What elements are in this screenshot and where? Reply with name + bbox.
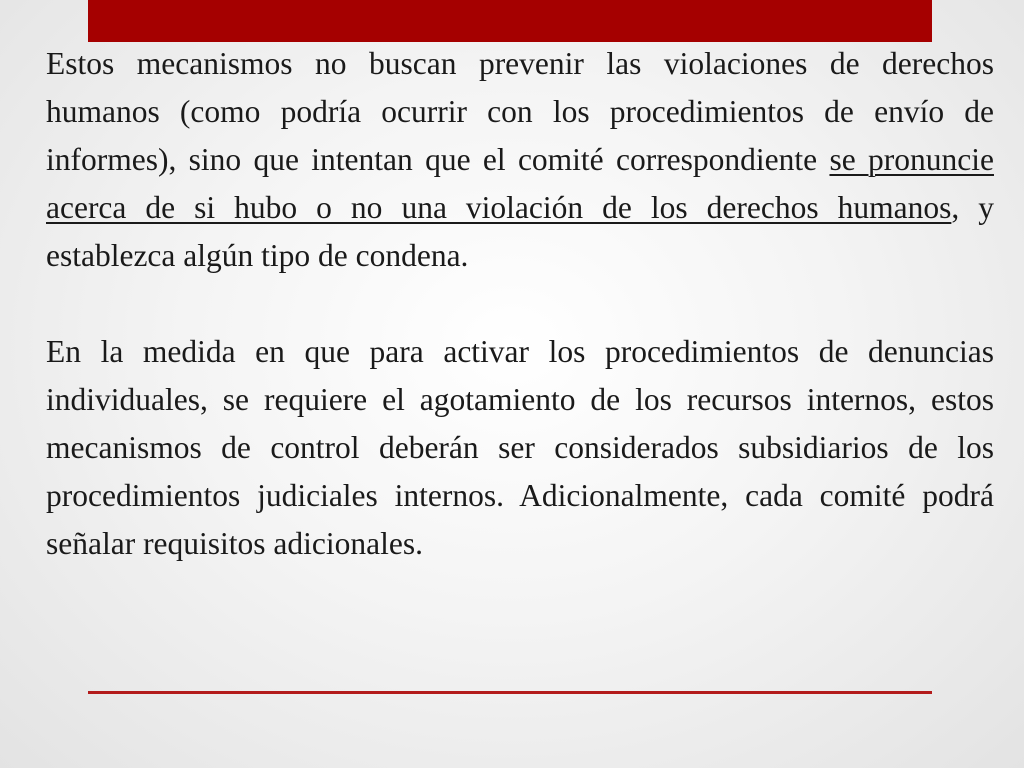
bottom-divider-line xyxy=(88,691,932,694)
top-accent-bar xyxy=(88,0,932,42)
paragraph-1-text-start: Estos mecanismos no buscan prevenir las violaciones de derechos humanos (como podría ocurrir con los procedimientos de envío de informes), sino que intentan que el comité correspondiente xyxy=(46,46,994,177)
slide-body xyxy=(46,40,994,568)
paragraph-1-underlined-text: se pronuncie acerca de si hubo o no una violación de los derechos humanos xyxy=(46,142,994,225)
paragraph-1-text-end: , y establezca algún tipo de condena. xyxy=(46,190,995,273)
paragraph-2: En la medida en que para activar los procedimientos de denuncias individuales, se requiere el agotamiento de los recursos internos, estos mecanismos de control deberán ser considerados subsidiarios de los procedimientos judiciales internos. Adicionalmente, cada comité podrá señalar requisitos adicionales. xyxy=(46,334,994,561)
paragraph-1 xyxy=(46,40,994,280)
